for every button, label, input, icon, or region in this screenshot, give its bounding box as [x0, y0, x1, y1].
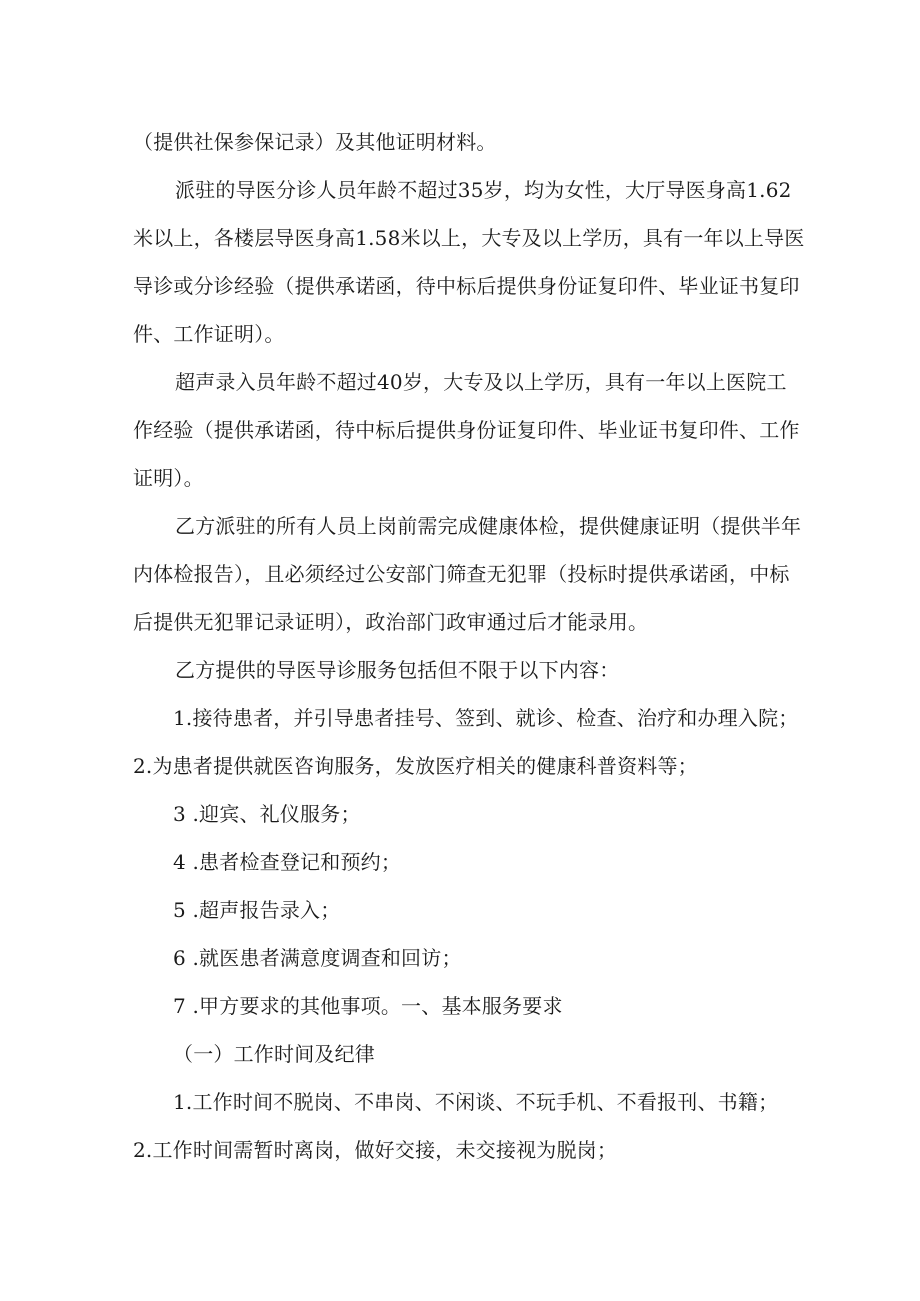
list-item: 1.接待患者，并引导患者挂号、签到、就诊、检查、治疗和办理入院； [173, 706, 799, 730]
text-line: 证明）。 [133, 466, 204, 490]
text-line: 内体检报告），且必须经过公安部门筛查无犯罪（投标时提供承诺函，中标 [133, 562, 790, 586]
text-line: 作经验（提供承诺函，待中标后提供身份证复印件、毕业证书复印件、工作 [133, 418, 800, 442]
text-line: （提供社保参保记录）及其他证明材料。 [133, 130, 497, 154]
list-item: 3 .迎宾、礼仪服务； [173, 802, 361, 826]
list-item: 4 .患者检查登记和预约； [173, 850, 402, 874]
list-item: 1.工作时间不脱岗、不串岗、不闲谈、不玩手机、不看报刊、书籍； [173, 1090, 779, 1114]
section-heading: （一）工作时间及纪律 [173, 1042, 375, 1066]
text-line: 件、工作证明）。 [133, 322, 285, 346]
list-item: 5 .超声报告录入； [173, 898, 341, 922]
text-line: 派驻的导医分诊人员年龄不超过35岁，均为女性，大厅导医身高1.62 [175, 178, 792, 202]
text-line: 乙方派驻的所有人员上岗前需完成健康体检，提供健康证明（提供半年 [175, 514, 802, 538]
list-item: 2.工作时间需暂时离岗，做好交接，未交接视为脱岗； [133, 1138, 618, 1162]
text-line: 乙方提供的导医导诊服务包括但不限于以下内容： [175, 658, 620, 682]
text-line: 导诊或分诊经验（提供承诺函，待中标后提供身份证复印件、毕业证书复印 [133, 274, 800, 298]
list-item: 6 .就医患者满意度调查和回访； [173, 946, 462, 970]
text-line: 米以上，各楼层导医身高1.58米以上，大专及以上学历，具有一年以上导医 [133, 226, 805, 250]
list-item: 2.为患者提供就医咨询服务，发放医疗相关的健康科普资料等； [133, 754, 698, 778]
text-line: 后提供无犯罪记录证明），政治部门政审通过后才能录用。 [133, 610, 649, 634]
text-line: 超声录入员年龄不超过40岁，大专及以上学历，具有一年以上医院工 [175, 370, 787, 394]
document-page [133, 118, 805, 1174]
list-item: 7 .甲方要求的其他事项。一、基本服务要求 [173, 994, 563, 1018]
